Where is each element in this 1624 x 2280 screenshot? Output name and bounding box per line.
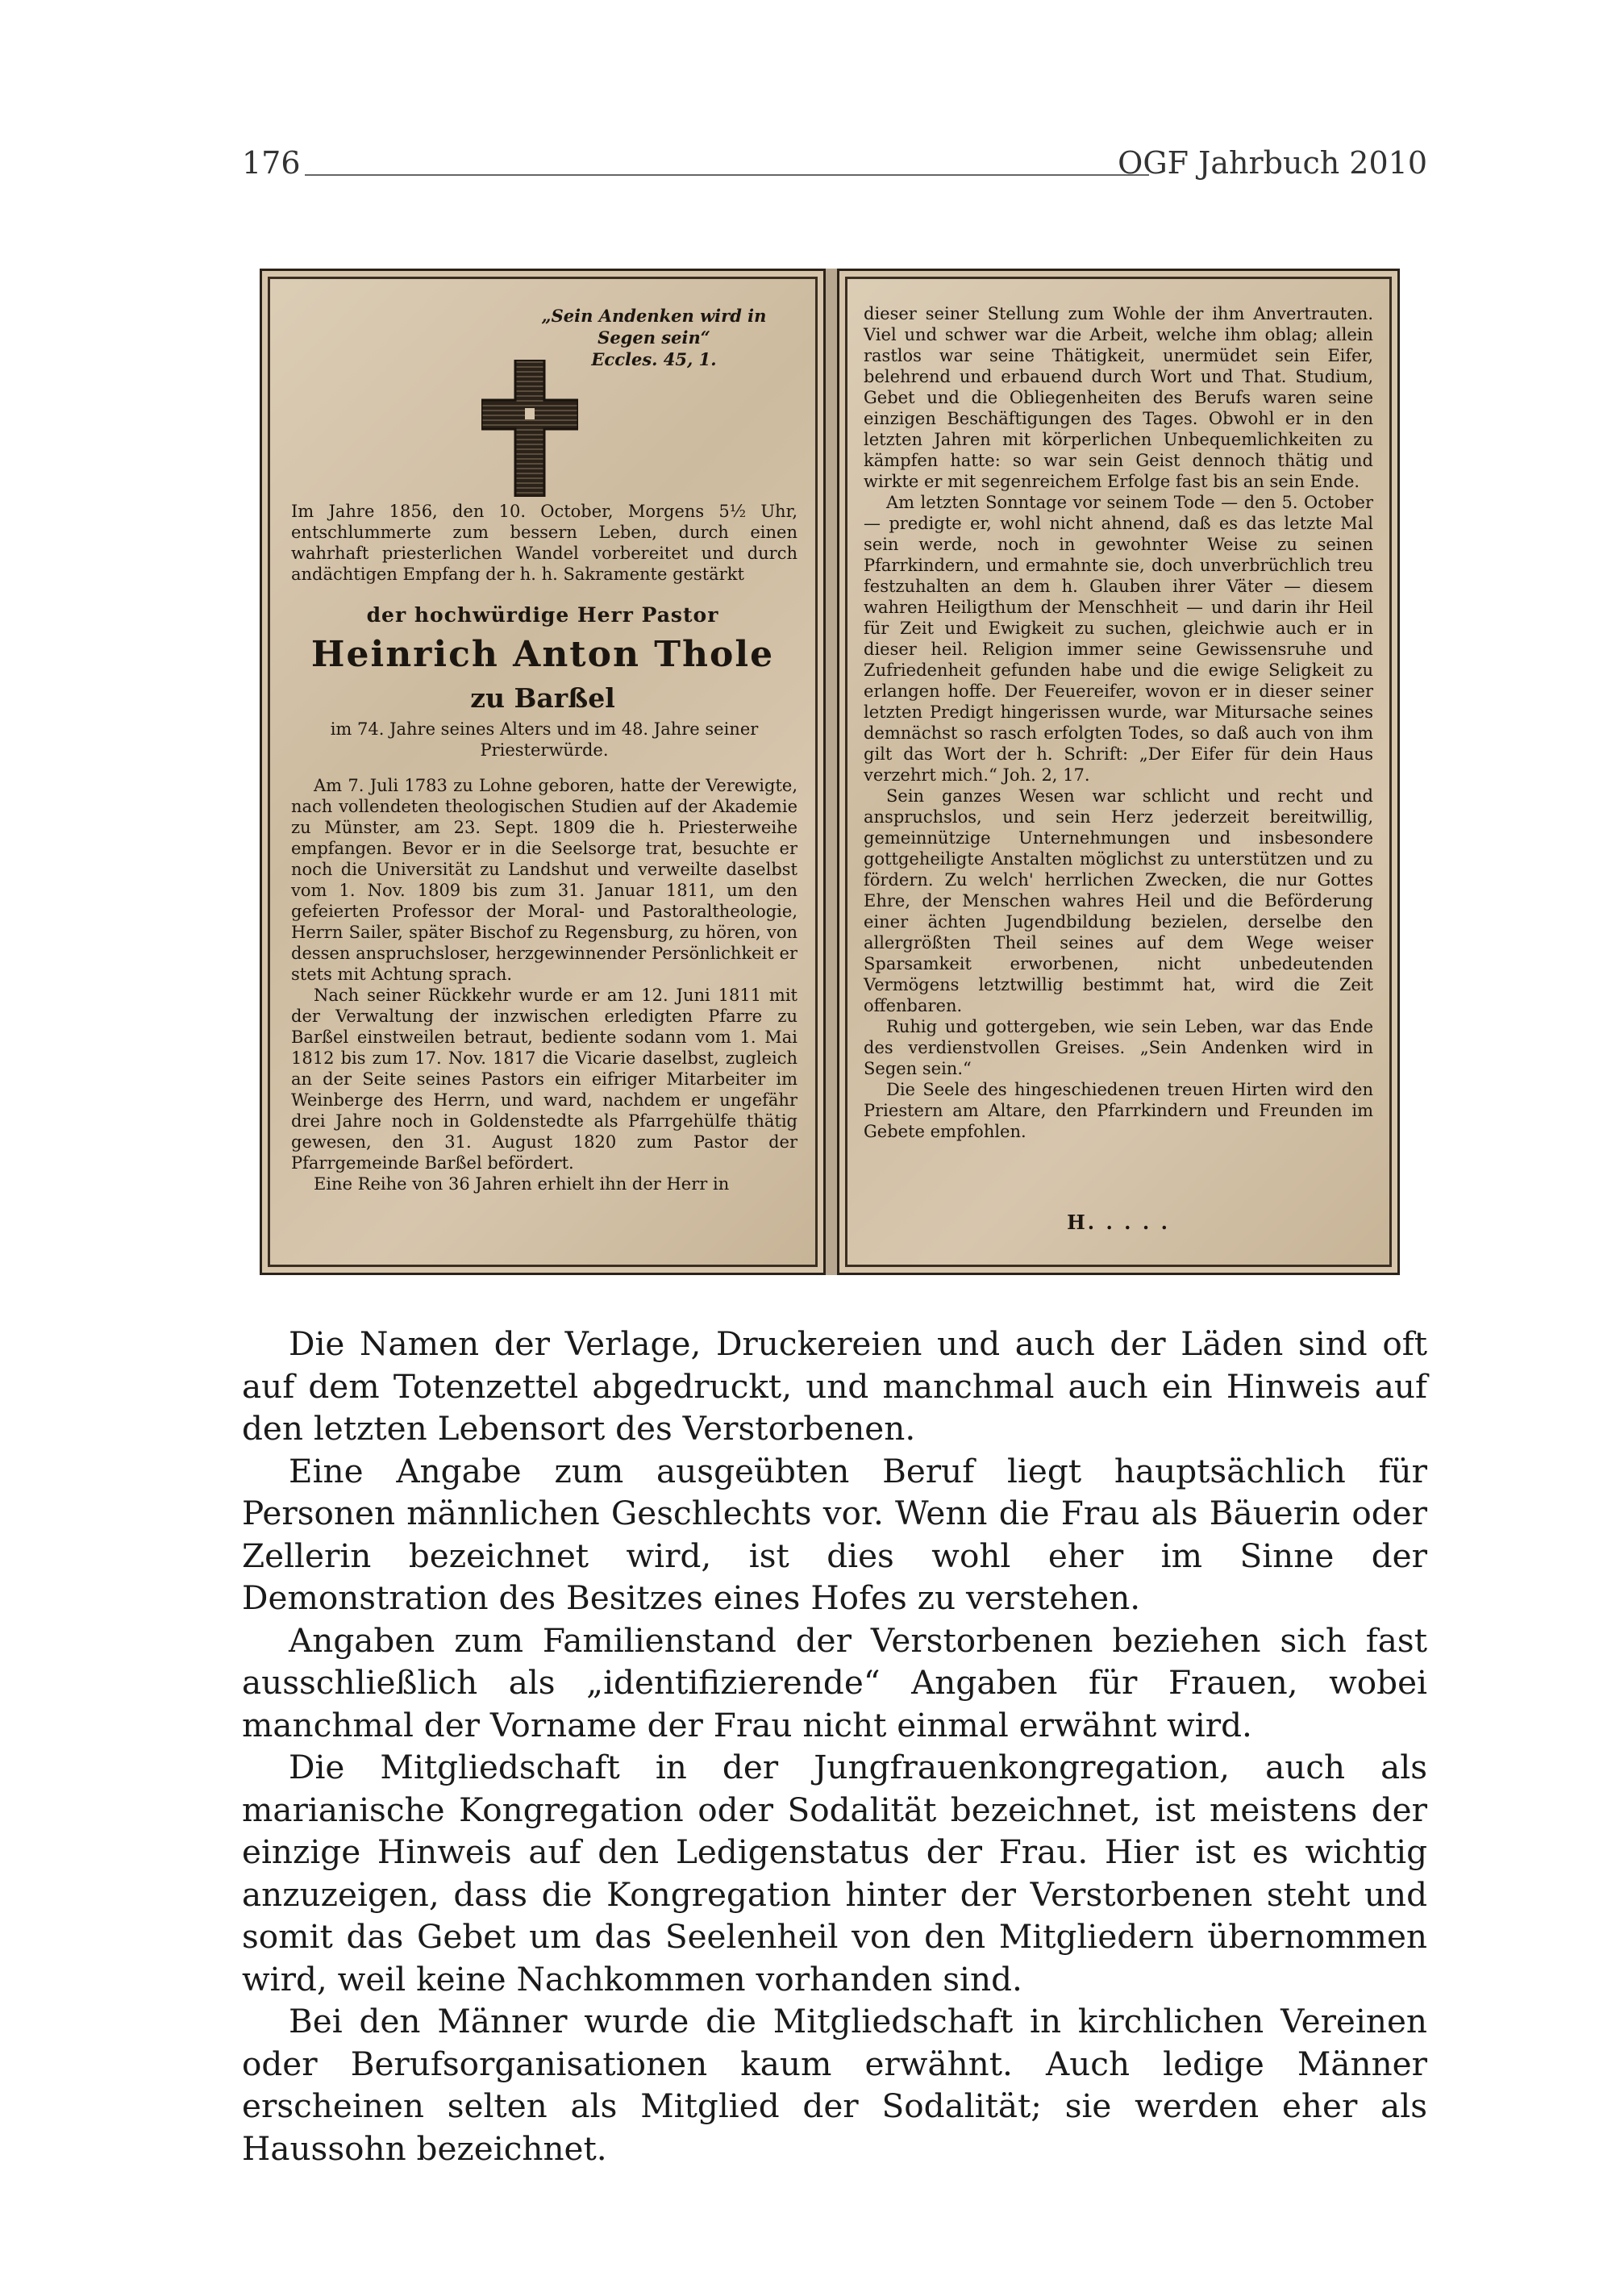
- notice-paragraph: Ruhig und gottergeben, wie sein Leben, war das Ende des verdienstvollen Greises. „Sein Andenken wird in Segen sein.“: [864, 1017, 1373, 1078]
- article-paragraph: Eine Angabe zum ausgeübten Beruf liegt hauptsächlich für Personen männlichen Geschlechts vor. Wenn die Frau als Bäuerin oder Zellerin bezeichnet wird, ist dies wohl eher im Sinne der Demonstration des Besitzes eines Hofes zu verstehen.: [242, 1451, 1427, 1617]
- notice-honorific: der hochwürdige Herr Pastor: [366, 603, 719, 627]
- journal-title: OGF Jahrbuch 2010: [1118, 145, 1427, 181]
- page-header: [242, 145, 1427, 194]
- notice-paragraph: Eine Reihe von 36 Jahren erhielt ihn der Herr in: [314, 1174, 730, 1194]
- article-paragraph: Bei den Männer wurde die Mitgliedschaft in kirchlichen Vereinen oder Berufsorganisationen kaum erwähnt. Auch ledige Männer erscheinen selten als Mitglied der Sodalität; sie werden eher als Haussohn bezeichnet.: [242, 2002, 1427, 2168]
- death-notice-image: [260, 269, 1400, 1275]
- notice-left-panel: [260, 269, 826, 1275]
- notice-paragraph: Am letzten Sonntage vor seinem Tode — den 5. October — predigte er, wohl nicht ahnend, daß es das letzte Mal sein werde, noch in gewohnter Weise zu seinen Pfarrkindern, und ermahnte sie, doch unverbrüchlich treu festzuhalten an dem h. Glauben ihrer Väter — diesem wahren Heiligthum der Menschheit — und darin ihr Heil für Zeit und Ewigkeit zu suchen, gleichwie auch er in dieser heil. Religion immer seine Gewissensruhe und Zufriedenheit gefunden habe und die ewige Seligkeit zu erlangen hoffe. Der Feuereifer, wovon er in dieser seiner letzten Predigt hingerissen wurde, war Mitursache seines demnächst so rasch erfolgten Todes, so daß auch von ihm gilt das Wort der h. Schrift: „Der Eifer für dein Haus verzehrt mich.“ Joh. 2, 17.: [864, 493, 1373, 785]
- notice-right-panel: [837, 269, 1400, 1275]
- notice-paragraph: Sein ganzes Wesen war schlicht und recht und anspruchslos, und sein Herz jederzeit bereitwillig, gemeinnützige Unternehmungen und insbesondere gottgeheiligte Anstalten möglichst zu unterstützen und zu fördern. Zu welch' herrlichen Zwecken, die nur Gottes Ehre, der Menschen wahres Heil und die Beförderung einer ächten Jugendbildung bezielen, derselbe den allergrößten Theil seines auf dem Wege weiser Sparsamkeit erworbenen, nicht unbedeutenden Vermögens letztwillig bestimmt hat, wird die Zeit offenbaren.: [864, 786, 1373, 1015]
- header-rule: [305, 174, 1149, 176]
- notice-opening: Im Jahre 1856, den 10. October, Morgens 5½ Uhr, entschlummerte zum bessern Leben, durch einen wahrhaft priesterlichen Wandel vorbereitet und durch andächtigen Empfang der h. h. Sakramente gestärkt: [291, 502, 797, 584]
- article-paragraph: Angaben zum Familienstand der Verstorbenen beziehen sich fast ausschließlich als „identifizierende“ Angaben für Frauen, wobei manchmal der Vorname der Frau nicht einmal erwähnt wird.: [242, 1620, 1427, 1744]
- notice-signature: H. . . . .: [1067, 1211, 1170, 1234]
- motto-source: Eccles. 45, 1.: [591, 349, 717, 369]
- deceased-name: Heinrich Anton Thole: [310, 634, 775, 675]
- page-number: 176: [242, 145, 301, 181]
- notice-paragraph: Die Seele des hingeschiedenen treuen Hirten wird den Priestern am Altare, den Pfarrkindern und Freunden im Gebete empfohlen.: [864, 1080, 1373, 1141]
- notice-paragraph: Nach seiner Rückkehr wurde er am 12. Juni 1811 mit der Verwaltung der inzwischen erledigten Pfarre zu Barßel einstweilen betraut, bediente sodann vom 1. Mai 1812 bis zum 17. Nov. 1817 die Vicarie daselbst, zugleich an der Seite seines Pastors ein eifriger Mitarbeiter im Weinberge des Herrn, und ward, nachdem er ungefähr drei Jahre noch in Goldenstedte als Pfarrgehülfe thätig gewesen, den 31. August 1820 zum Pastor der Pfarrgemeinde Barßel befördert.: [291, 986, 797, 1173]
- notice-left-body: [291, 775, 797, 1194]
- notice-right-body: [864, 303, 1373, 1142]
- article-body: [242, 1323, 1427, 2170]
- article-paragraph: Die Mitgliedschaft in der Jungfrauenkongregation, auch als marianische Kongregation oder Sodalität bezeichnet, ist meistens der einzige Hinweis auf den Ledigenstatus der Frau. Hier ist es wichtig anzuzeigen, dass die Kongregation hinter der Verstorbenen steht und somit das Gebet um das Seelenheil von den Mitgliedern übernommen wird, weil keine Nachkommen vorhanden sind.: [242, 1748, 1427, 1999]
- notice-paragraph: Am 7. Juli 1783 zu Lohne geboren, hatte der Verewigte, nach vollendeten theologischen Studien auf der Akademie zu Münster, am 23. Sept. 1809 die h. Priesterweihe empfangen. Bevor er in die Seelsorge trat, besuchte er noch die Universität zu Landshut und verweilte daselbst vom 1. Nov. 1809 bis zum 31. Januar 1811, um den gefeierten Professor der Moral- und Pastoraltheologie, Herrn Sailer, später Bischof zu Regensburg, zu hören, von dessen anspruchsloser, herzgewinnender Persönlichkeit er stets mit Achtung sprach.: [291, 776, 797, 984]
- article-paragraph: Die Namen der Verlage, Druckereien und auch der Läden sind oft auf dem Totenzettel abgedruckt, und manchmal auch ein Hinweis auf den letzten Lebensort des Verstorbenen.: [242, 1324, 1427, 1448]
- motto-text: „Sein Andenken wird in Segen sein“: [541, 306, 767, 348]
- cross-icon: [481, 360, 578, 497]
- notice-age-line: im 74. Jahre seines Alters und im 48. Jahre seiner Priesterwürde.: [330, 719, 759, 760]
- notice-paragraph: dieser seiner Stellung zum Wohle der ihm Anvertrauten. Viel und schwer war die Arbeit, welche ihm oblag; allein rastlos war seine Thätigkeit, unermüdet sein Eifer, belehrend und erbauend durch Wort und That. Studium, Gebet und die Obliegenheiten des Berufs waren seine einzigen Beschäftigungen des Tages. Obwohl er in den letzten Jahren mit körperlichen Unbequemlichkeiten zu kämpfen hatte: so war sein Geist dennoch thätig und wirkte er mit segenreichem Erfolge fast bis an sein Ende.: [864, 304, 1373, 491]
- notice-place: zu Barßel: [470, 682, 615, 714]
